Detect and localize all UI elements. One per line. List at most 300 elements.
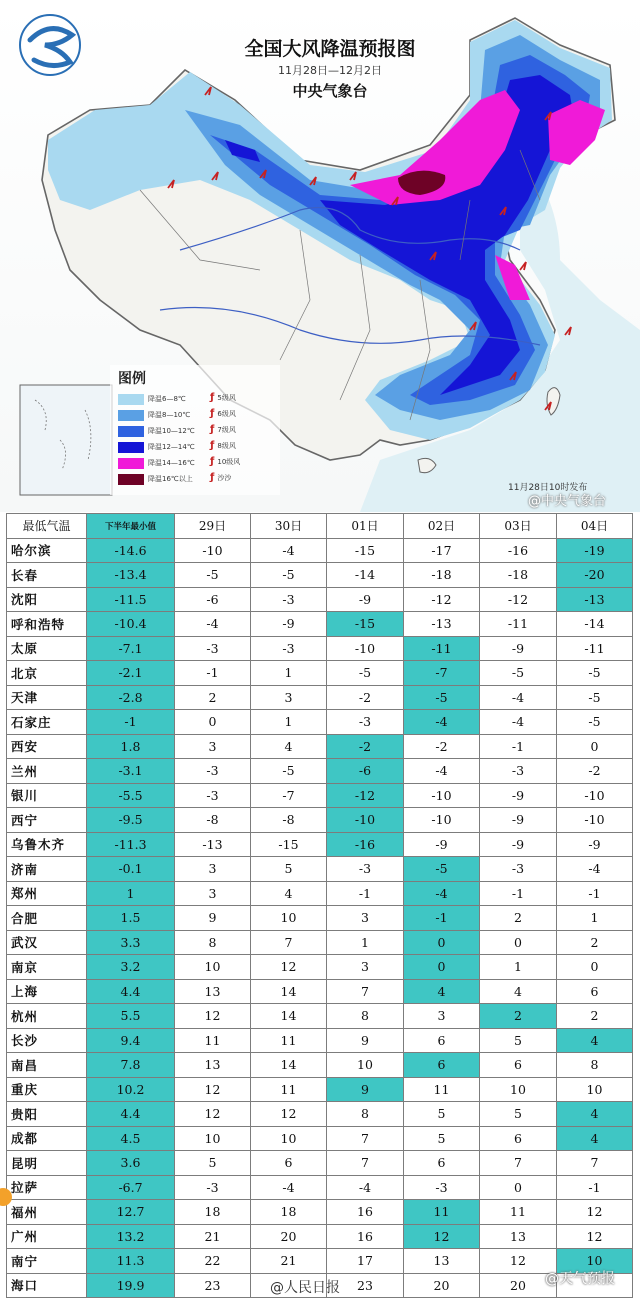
temp-cell: 0 <box>404 955 480 980</box>
temp-cell: 13 <box>404 1249 480 1274</box>
temp-cell: -17 <box>404 538 480 563</box>
temp-cell: 0 <box>175 710 251 735</box>
temp-cell: -5 <box>251 759 327 784</box>
table-row <box>7 1004 633 1029</box>
table-row <box>7 1028 633 1053</box>
temp-cell: 7 <box>251 930 327 955</box>
issued-time: 11月28日10时发布 <box>508 483 588 493</box>
temp-cell: 12 <box>557 1200 633 1225</box>
temp-cell: -1 <box>557 881 633 906</box>
header-city: 最低气温 <box>7 514 87 539</box>
temp-cell: 16 <box>327 1200 404 1225</box>
city-cell: 昆明 <box>7 1151 87 1176</box>
map-date-range: 11月28日—12月2日 <box>278 64 382 77</box>
temp-cell: -3 <box>175 636 251 661</box>
legend-item <box>118 472 193 486</box>
min-temp-cell: 4.4 <box>87 979 175 1004</box>
table-row <box>7 734 633 759</box>
temp-cell: 3 <box>327 955 404 980</box>
temp-cell: 0 <box>480 1175 557 1200</box>
wind-flag-icon: ƒ <box>210 408 215 419</box>
city-cell: 福州 <box>7 1200 87 1225</box>
wind-legend-item <box>210 392 236 403</box>
legend-label: 降温10—12℃ <box>148 427 195 435</box>
temp-cell: 5 <box>480 1102 557 1127</box>
min-temp-cell: 7.8 <box>87 1053 175 1078</box>
temp-cell: -5 <box>557 661 633 686</box>
min-temp-cell: -5.5 <box>87 783 175 808</box>
table-row <box>7 1102 633 1127</box>
city-cell: 上海 <box>7 979 87 1004</box>
temp-cell: -12 <box>327 783 404 808</box>
temp-cell: -1 <box>480 734 557 759</box>
temp-cell: -15 <box>327 538 404 563</box>
south-sea-inset <box>20 385 112 495</box>
temp-cell: 17 <box>327 1249 404 1274</box>
min-temp-cell: -0.1 <box>87 857 175 882</box>
temp-cell: 5 <box>404 1126 480 1151</box>
temp-cell: 4 <box>557 1126 633 1151</box>
temp-cell: 11 <box>404 1200 480 1225</box>
temp-cell: -5 <box>404 857 480 882</box>
city-cell: 北京 <box>7 661 87 686</box>
temp-cell: -5 <box>175 563 251 588</box>
temp-cell: -9 <box>480 808 557 833</box>
legend-item <box>118 424 195 438</box>
temp-cell: -10 <box>327 808 404 833</box>
table-row <box>7 587 633 612</box>
min-temp-cell: -2.8 <box>87 685 175 710</box>
temp-cell: 0 <box>557 955 633 980</box>
table-header <box>7 514 633 539</box>
temp-cell: 13 <box>480 1224 557 1249</box>
table-row <box>7 832 633 857</box>
temp-cell: 12 <box>557 1224 633 1249</box>
temp-cell: -9 <box>557 832 633 857</box>
wind-legend-label: 沙沙 <box>217 473 232 482</box>
min-temp-cell: 1.8 <box>87 734 175 759</box>
wind-legend-label: 5级风 <box>217 393 236 402</box>
table-row <box>7 979 633 1004</box>
temp-cell: 22 <box>175 1249 251 1274</box>
min-temp-cell: -13.4 <box>87 563 175 588</box>
table-row <box>7 906 633 931</box>
city-cell: 呼和浩特 <box>7 612 87 637</box>
legend-item <box>118 408 190 422</box>
temp-cell: 7 <box>327 979 404 1004</box>
table-row <box>7 881 633 906</box>
legend-item <box>118 456 195 470</box>
temp-cell: 12 <box>175 1077 251 1102</box>
temp-cell: 1 <box>251 661 327 686</box>
temp-cell: 8 <box>327 1004 404 1029</box>
city-cell: 沈阳 <box>7 587 87 612</box>
legend-swatch <box>118 426 144 437</box>
temp-cell: 16 <box>327 1224 404 1249</box>
temp-cell: -5 <box>251 563 327 588</box>
city-cell: 长沙 <box>7 1028 87 1053</box>
temp-cell: -10 <box>557 808 633 833</box>
temp-cell: -16 <box>480 538 557 563</box>
city-cell: 重庆 <box>7 1077 87 1102</box>
temp-cell: 8 <box>557 1053 633 1078</box>
legend-label: 降温6—8℃ <box>148 395 186 403</box>
min-temp-cell: 13.2 <box>87 1224 175 1249</box>
temp-cell: 0 <box>404 930 480 955</box>
temp-cell: 1 <box>251 710 327 735</box>
wind-flag-icon: ƒ <box>210 456 215 467</box>
temp-cell: 11 <box>404 1077 480 1102</box>
min-temp-cell: -14.6 <box>87 538 175 563</box>
temp-cell: -11 <box>404 636 480 661</box>
table-row <box>7 538 633 563</box>
temp-cell: -3 <box>251 587 327 612</box>
temp-cell: -2 <box>327 734 404 759</box>
temp-cell: 20 <box>404 1273 480 1298</box>
cma-watermark: @中央气象台 <box>528 494 607 509</box>
temp-cell: -9 <box>327 587 404 612</box>
temp-cell: -3 <box>175 1175 251 1200</box>
temp-cell: -4 <box>404 881 480 906</box>
header-day: 29日 <box>175 514 251 539</box>
temp-cell: -1 <box>480 881 557 906</box>
min-temp-cell: -2.1 <box>87 661 175 686</box>
table-row <box>7 955 633 980</box>
temp-cell: 3 <box>404 1004 480 1029</box>
temp-cell: 3 <box>175 857 251 882</box>
min-temp-cell: -9.5 <box>87 808 175 833</box>
wind-legend-label: 8级风 <box>217 441 236 450</box>
temp-cell: 1 <box>327 930 404 955</box>
temp-cell: -4 <box>480 710 557 735</box>
min-temp-cell: 4.4 <box>87 1102 175 1127</box>
temp-cell: 12 <box>175 1102 251 1127</box>
temp-cell: -4 <box>175 612 251 637</box>
table-row <box>7 1151 633 1176</box>
wind-flag-icon: ƒ <box>210 424 215 435</box>
header-day: 01日 <box>327 514 404 539</box>
temp-cell: -10 <box>404 783 480 808</box>
city-cell: 银川 <box>7 783 87 808</box>
temp-cell: 21 <box>175 1224 251 1249</box>
temp-cell: -11 <box>480 612 557 637</box>
min-temp-cell: -7.1 <box>87 636 175 661</box>
temp-cell: 2 <box>480 906 557 931</box>
temp-cell: 0 <box>480 930 557 955</box>
city-cell: 海口 <box>7 1273 87 1298</box>
legend-label: 降温14—16℃ <box>148 459 195 467</box>
table-row <box>7 1077 633 1102</box>
temp-cell: 12 <box>175 1004 251 1029</box>
temp-cell: 9 <box>327 1077 404 1102</box>
temp-cell: -14 <box>327 563 404 588</box>
legend-label: 降温12—14℃ <box>148 443 195 451</box>
temp-cell: 6 <box>557 979 633 1004</box>
temp-cell: 10 <box>557 1077 633 1102</box>
temp-cell: 2 <box>557 930 633 955</box>
city-cell: 乌鲁木齐 <box>7 832 87 857</box>
temp-cell: -20 <box>557 563 633 588</box>
temp-cell: 4 <box>480 979 557 1004</box>
temp-cell: -4 <box>327 1175 404 1200</box>
temp-cell: 10 <box>480 1077 557 1102</box>
city-cell: 兰州 <box>7 759 87 784</box>
temp-cell: 6 <box>480 1053 557 1078</box>
weather-watermark: @天气预报 <box>545 1271 615 1287</box>
min-temp-cell: -11.3 <box>87 832 175 857</box>
legend-swatch <box>118 410 144 421</box>
table-row <box>7 783 633 808</box>
temp-cell: 3 <box>251 685 327 710</box>
table-row <box>7 612 633 637</box>
temp-cell: 11 <box>251 1077 327 1102</box>
temp-cell: -4 <box>404 759 480 784</box>
wind-flag-icon: ƒ <box>210 440 215 451</box>
temp-cell: 8 <box>327 1102 404 1127</box>
wind-legend-label: 7级风 <box>217 425 236 434</box>
temperature-table <box>6 513 633 1298</box>
table-row <box>7 759 633 784</box>
header-day: 03日 <box>480 514 557 539</box>
temp-cell: 9 <box>175 906 251 931</box>
legend-item <box>118 440 195 454</box>
table-row <box>7 1126 633 1151</box>
temp-cell: -9 <box>404 832 480 857</box>
wind-legend-item <box>210 424 236 435</box>
temp-cell: 12 <box>251 1102 327 1127</box>
table-row <box>7 1200 633 1225</box>
temp-cell: 2 <box>557 1004 633 1029</box>
temp-cell: -9 <box>480 636 557 661</box>
temp-cell: -13 <box>557 587 633 612</box>
temp-cell: -4 <box>251 538 327 563</box>
legend-item <box>118 392 186 406</box>
temp-cell: -3 <box>175 759 251 784</box>
table-row <box>7 685 633 710</box>
temp-cell: -7 <box>251 783 327 808</box>
temp-cell: 13 <box>175 979 251 1004</box>
table-row <box>7 1053 633 1078</box>
temp-cell: -2 <box>404 734 480 759</box>
city-cell: 太原 <box>7 636 87 661</box>
temp-cell: -19 <box>557 538 633 563</box>
map-title: 全国大风降温预报图 <box>244 38 416 60</box>
temp-cell: -4 <box>557 857 633 882</box>
temp-cell: 20 <box>480 1273 557 1298</box>
city-cell: 哈尔滨 <box>7 538 87 563</box>
temp-cell: 6 <box>404 1053 480 1078</box>
temp-cell: -6 <box>327 759 404 784</box>
temp-cell: 6 <box>480 1126 557 1151</box>
temp-cell: 7 <box>480 1151 557 1176</box>
wind-legend-item <box>210 440 236 451</box>
temp-cell: 23 <box>175 1273 251 1298</box>
temp-cell: 14 <box>251 1004 327 1029</box>
city-cell: 武汉 <box>7 930 87 955</box>
temp-cell: 4 <box>557 1028 633 1053</box>
city-cell: 郑州 <box>7 881 87 906</box>
temp-cell: 20 <box>251 1224 327 1249</box>
temp-cell: -10 <box>175 538 251 563</box>
min-temp-cell: 9.4 <box>87 1028 175 1053</box>
temp-cell: -2 <box>327 685 404 710</box>
legend-swatch <box>118 474 144 485</box>
header-min: 下半年最小值 <box>87 514 175 539</box>
table-row <box>7 710 633 735</box>
temp-cell: 14 <box>251 1053 327 1078</box>
min-temp-cell: 10.2 <box>87 1077 175 1102</box>
temp-cell: -5 <box>404 685 480 710</box>
temp-cell: 10 <box>557 1249 633 1274</box>
temp-cell: 7 <box>557 1151 633 1176</box>
temp-cell: -9 <box>251 612 327 637</box>
temp-cell: 4 <box>251 734 327 759</box>
temp-cell: -18 <box>404 563 480 588</box>
temp-cell: -12 <box>480 587 557 612</box>
min-temp-cell: 3.2 <box>87 955 175 980</box>
wind-legend-label: 10级风 <box>217 457 241 466</box>
temp-cell: 18 <box>175 1200 251 1225</box>
legend-label: 降温16℃以上 <box>148 475 193 483</box>
temp-cell: 4 <box>404 979 480 1004</box>
city-cell: 济南 <box>7 857 87 882</box>
min-temp-cell: 1 <box>87 881 175 906</box>
temp-cell: 14 <box>251 979 327 1004</box>
min-temp-cell: 3.6 <box>87 1151 175 1176</box>
temp-cell: -18 <box>480 563 557 588</box>
table-row <box>7 1175 633 1200</box>
city-cell: 南京 <box>7 955 87 980</box>
temp-cell: -12 <box>404 587 480 612</box>
temp-cell: 12 <box>251 955 327 980</box>
min-temp-cell: 11.3 <box>87 1249 175 1274</box>
temp-cell: -1 <box>175 661 251 686</box>
table-row <box>7 636 633 661</box>
temp-cell: 11 <box>480 1200 557 1225</box>
temp-cell: 12 <box>404 1224 480 1249</box>
temp-cell: -10 <box>557 783 633 808</box>
city-cell: 南宁 <box>7 1249 87 1274</box>
header-day: 02日 <box>404 514 480 539</box>
temp-cell: 7 <box>327 1151 404 1176</box>
temp-cell: -5 <box>557 710 633 735</box>
table-row <box>7 808 633 833</box>
temp-cell: 8 <box>175 930 251 955</box>
temp-cell: -8 <box>251 808 327 833</box>
min-temp-cell: 19.9 <box>87 1273 175 1298</box>
people-daily-watermark: @人民日报 <box>270 1280 340 1296</box>
temp-cell: -3 <box>175 783 251 808</box>
temp-cell: 6 <box>404 1028 480 1053</box>
temp-cell: 5 <box>251 857 327 882</box>
temp-cell: -4 <box>404 710 480 735</box>
city-cell: 长春 <box>7 563 87 588</box>
temp-cell: 0 <box>557 734 633 759</box>
temp-cell: -9 <box>480 832 557 857</box>
temp-cell: -16 <box>327 832 404 857</box>
min-temp-cell: 4.5 <box>87 1126 175 1151</box>
temp-cell: 5 <box>404 1102 480 1127</box>
temp-cell: 10 <box>175 955 251 980</box>
min-temp-cell: 1.5 <box>87 906 175 931</box>
temp-cell: 1 <box>557 906 633 931</box>
temp-cell: -13 <box>404 612 480 637</box>
wind-flag-icon: ƒ <box>210 472 215 483</box>
table-row <box>7 857 633 882</box>
city-cell: 贵阳 <box>7 1102 87 1127</box>
temp-cell: 2 <box>480 1004 557 1029</box>
legend-swatch <box>118 442 144 453</box>
temp-cell: 23 <box>327 1273 404 1298</box>
legend-label: 降温8—10℃ <box>148 411 191 419</box>
temp-cell: -1 <box>557 1175 633 1200</box>
min-temp-cell: -11.5 <box>87 587 175 612</box>
temp-cell: 21 <box>251 1249 327 1274</box>
temp-cell: 10 <box>175 1126 251 1151</box>
min-temp-cell: 12.7 <box>87 1200 175 1225</box>
temp-cell: 2 <box>175 685 251 710</box>
city-cell: 西安 <box>7 734 87 759</box>
wind-flag-icon: ƒ <box>210 392 215 403</box>
temp-cell: 5 <box>175 1151 251 1176</box>
temp-cell: 13 <box>175 1053 251 1078</box>
temp-cell: -9 <box>480 783 557 808</box>
temp-cell: -3 <box>404 1175 480 1200</box>
legend-swatch <box>118 458 144 469</box>
city-cell: 石家庄 <box>7 710 87 735</box>
temp-cell: 6 <box>404 1151 480 1176</box>
temp-cell: 10 <box>251 906 327 931</box>
temp-cell: 3 <box>175 734 251 759</box>
temp-cell: 5 <box>480 1028 557 1053</box>
temp-cell: 10 <box>327 1053 404 1078</box>
temp-cell: 7 <box>327 1126 404 1151</box>
temp-cell: -3 <box>327 710 404 735</box>
temp-cell: -5 <box>480 661 557 686</box>
temp-cell: 3 <box>327 906 404 931</box>
temp-cell: -10 <box>327 636 404 661</box>
min-temp-cell: -3.1 <box>87 759 175 784</box>
temp-cell: -13 <box>175 832 251 857</box>
table-row <box>7 930 633 955</box>
wind-legend-item <box>210 408 236 419</box>
header-day: 04日 <box>557 514 633 539</box>
temp-cell: -5 <box>557 685 633 710</box>
temp-cell: -1 <box>404 906 480 931</box>
city-cell: 天津 <box>7 685 87 710</box>
city-cell: 成都 <box>7 1126 87 1151</box>
temp-cell: -15 <box>327 612 404 637</box>
temp-cell: 6 <box>251 1151 327 1176</box>
temp-cell: 11 <box>175 1028 251 1053</box>
city-cell: 合肥 <box>7 906 87 931</box>
temp-cell: -1 <box>327 881 404 906</box>
min-temp-cell: 5.5 <box>87 1004 175 1029</box>
temp-cell: 4 <box>557 1102 633 1127</box>
header-day: 30日 <box>251 514 327 539</box>
wind-legend-label: 6级风 <box>217 409 236 418</box>
temp-cell: -6 <box>175 587 251 612</box>
temp-cell: -4 <box>251 1175 327 1200</box>
temp-cell: 4 <box>251 881 327 906</box>
temp-cell: 12 <box>480 1249 557 1274</box>
temp-cell: -3 <box>327 857 404 882</box>
wind-legend-item <box>210 456 240 467</box>
temp-cell: 11 <box>251 1028 327 1053</box>
min-temp-cell: 3.3 <box>87 930 175 955</box>
wind-legend-item <box>210 472 231 483</box>
temp-cell: -4 <box>480 685 557 710</box>
